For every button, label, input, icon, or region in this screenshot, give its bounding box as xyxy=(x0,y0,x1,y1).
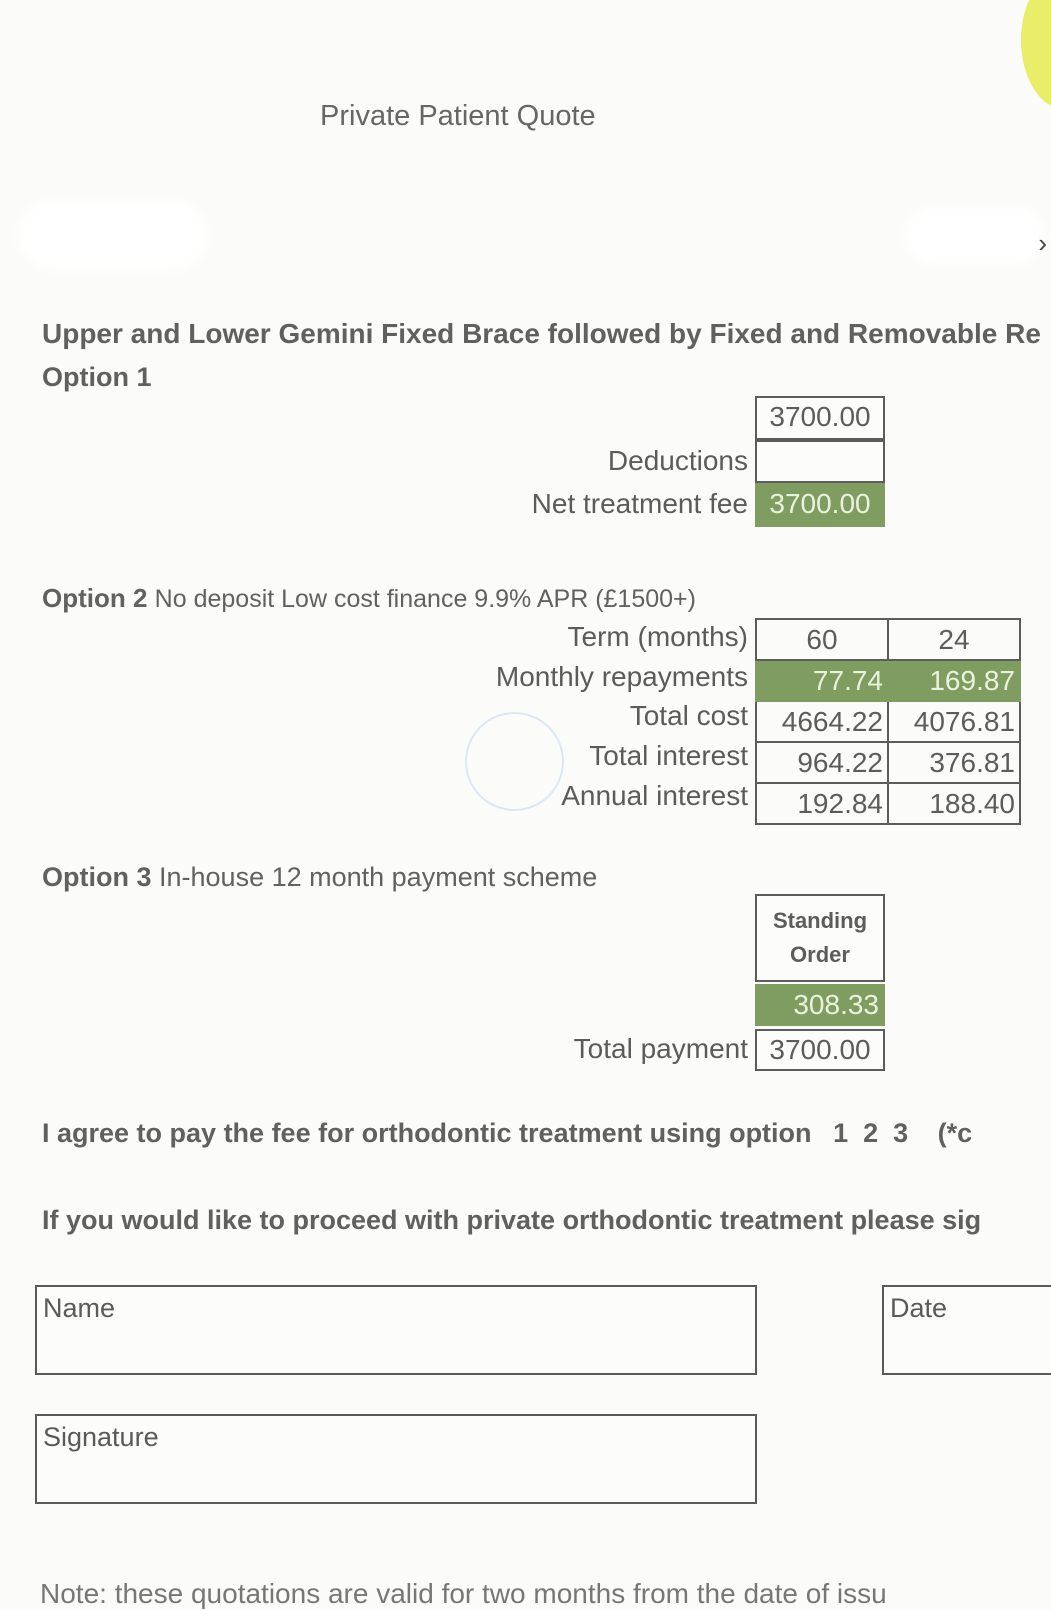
finance-table xyxy=(755,618,1021,825)
total-cost-label: Total cost xyxy=(629,700,748,731)
table-row xyxy=(756,783,1020,824)
monthly-60-cell: 77.74 xyxy=(756,660,888,701)
monthly-label: Monthly repayments xyxy=(495,661,748,692)
total-interest-label: Total interest xyxy=(589,740,748,771)
agree-tail: (*c xyxy=(937,1118,973,1148)
total-interest-24-cell: 376.81 xyxy=(888,742,1020,783)
signature-field-label: Signature xyxy=(43,1422,159,1452)
table-row xyxy=(756,742,1020,783)
name-field-label: Name xyxy=(43,1293,116,1323)
option1-fee-cell: 3700.00 xyxy=(755,396,885,440)
monthly-24-cell: 169.87 xyxy=(888,660,1020,701)
net-fee-label: Net treatment fee xyxy=(531,488,748,519)
option3-description: In-house 12 month payment scheme xyxy=(159,862,598,892)
option2-line xyxy=(42,583,696,614)
total-payment-label: Total payment xyxy=(573,1033,748,1064)
redacted-area xyxy=(905,205,1045,265)
agree-line xyxy=(42,1118,972,1149)
table-row xyxy=(756,660,1020,701)
standing-order-cell: Standing Order xyxy=(755,894,885,982)
total-cost-60-cell: 4664.22 xyxy=(756,701,888,742)
total-interest-60-cell: 964.22 xyxy=(756,742,888,783)
date-field[interactable] xyxy=(882,1285,1051,1375)
logo-mark xyxy=(1021,0,1051,110)
annual-interest-24-cell: 188.40 xyxy=(888,783,1020,824)
table-row xyxy=(756,619,1020,660)
option-choices[interactable]: 1 2 3 xyxy=(833,1118,909,1148)
net-fee-cell: 3700.00 xyxy=(755,483,885,527)
name-field[interactable] xyxy=(35,1285,757,1375)
standing-order-value: 308.33 xyxy=(755,984,885,1026)
cut-off-glyph: › xyxy=(1038,228,1047,258)
annual-interest-60-cell: 192.84 xyxy=(756,783,888,824)
treatment-title: Upper and Lower Gemini Fixed Brace followed by Fixed and Removable Re xyxy=(42,318,1041,349)
proceed-text: If you would like to proceed with private orthodontic treatment please sig xyxy=(42,1205,982,1235)
date-field-label: Date xyxy=(890,1293,948,1323)
total-payment-cell: 3700.00 xyxy=(755,1029,885,1071)
term-24-cell: 24 xyxy=(888,619,1020,660)
total-cost-24-cell: 4076.81 xyxy=(888,701,1020,742)
document-title: Private Patient Quote xyxy=(320,100,596,132)
signature-field[interactable] xyxy=(35,1414,757,1504)
option1-heading: Option 1 xyxy=(42,362,152,392)
option2-heading: Option 2 xyxy=(42,583,148,613)
deductions-label: Deductions xyxy=(607,445,748,476)
watermark-icon xyxy=(465,712,564,811)
annual-interest-label: Annual interest xyxy=(561,780,748,811)
option3-line xyxy=(42,862,597,893)
deductions-cell xyxy=(755,440,885,483)
option2-description: No deposit Low cost finance 9.9% APR (£1500+) xyxy=(154,585,696,613)
table-row xyxy=(756,701,1020,742)
term-60-cell: 60 xyxy=(756,619,888,660)
validity-note: Note: these quotations are valid for two months from the date of issu xyxy=(40,1578,887,1609)
redacted-area xyxy=(18,200,208,270)
term-label: Term (months) xyxy=(567,621,748,652)
agree-text: I agree to pay the fee for orthodontic treatment using option xyxy=(42,1118,812,1148)
option3-heading: Option 3 xyxy=(42,862,152,892)
